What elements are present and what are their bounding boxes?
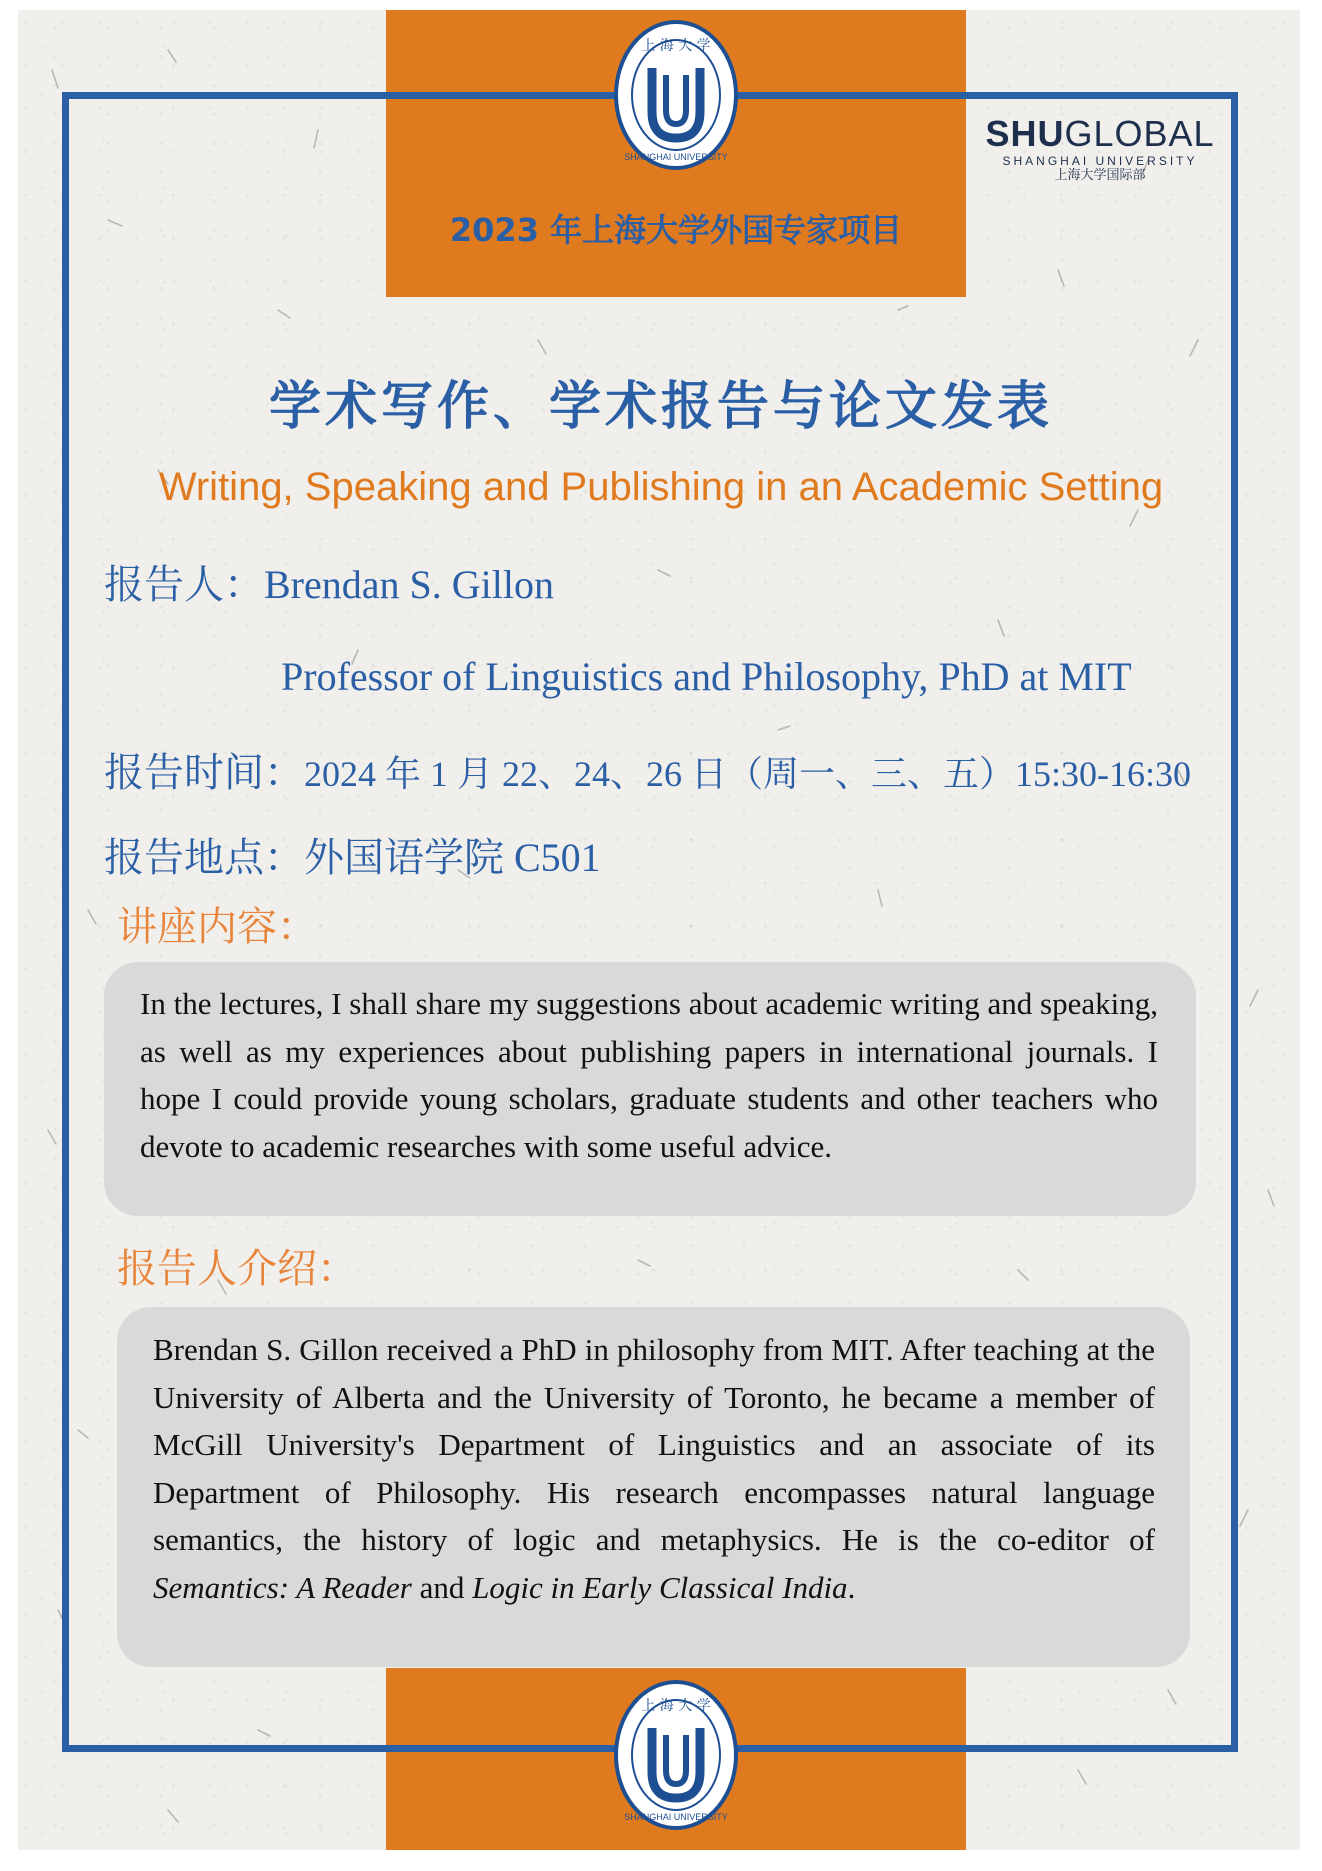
content-heading: 讲座内容： bbox=[117, 904, 317, 950]
bio-heading: 报告人介绍： bbox=[117, 1246, 357, 1292]
brand-cn: 上海大学国际部 bbox=[1054, 168, 1146, 183]
speaker-name: Brendan S. Gillon bbox=[264, 562, 554, 607]
bio-box bbox=[117, 1307, 1190, 1667]
speaker-affiliation: Professor of Linguistics and Philosophy, PhD at MIT bbox=[281, 654, 1132, 699]
svg-text:上 海 大 学: 上 海 大 学 bbox=[641, 1698, 711, 1714]
location-label: 报告地点： bbox=[104, 835, 304, 881]
book-title-logic: Logic in Early Classical India bbox=[472, 1569, 848, 1605]
content-text: In the lectures, I shall share my suggestions about academic writing and speaking, as well as my experiences about publishing papers in international journals. I hope I could provide young scholars, graduate students and other teachers who devote to academic researches with some useful advice. bbox=[140, 986, 1158, 1164]
time-value: 2024 年 1 月 22、24、26 日（周一、三、五）15:30-16:30 bbox=[304, 754, 1191, 794]
location-value: 外国语学院 C501 bbox=[304, 835, 601, 880]
shu-global-logo bbox=[975, 114, 1225, 184]
lecture-title-en: Writing, Speaking and Publishing in an Academic Setting bbox=[158, 465, 1164, 509]
time-row bbox=[104, 745, 1191, 809]
brand-name: SHUGLOBAL bbox=[985, 113, 1215, 154]
bio-text: Brendan S. Gillon received a PhD in philosophy from MIT. After teaching at the University of Alberta and the University of Toronto, he became a member of McGill University's Department of Linguistics and an associate of its Department of Philosophy. His research encompasses natural language semantics, the history of logic and metaphysics. He is the co-editor of Semantics: A Reader and Logic in Early Classical India. bbox=[153, 1332, 1155, 1605]
speaker-row bbox=[104, 555, 554, 623]
time-label: 报告时间： bbox=[104, 750, 304, 796]
svg-text:SHANGHAI UNIVERSITY: SHANGHAI UNIVERSITY bbox=[624, 152, 728, 162]
book-title-semantics: Semantics: A Reader bbox=[153, 1569, 412, 1605]
brand-subtitle: SHANGHAI UNIVERSITY bbox=[1002, 154, 1198, 168]
shanghai-university-seal-logo-bottom bbox=[614, 1680, 738, 1830]
svg-text:上 海 大 学: 上 海 大 学 bbox=[641, 38, 711, 54]
svg-text:SHANGHAI UNIVERSITY: SHANGHAI UNIVERSITY bbox=[624, 1812, 728, 1822]
content-box bbox=[104, 962, 1196, 1216]
shanghai-university-seal-logo-top bbox=[614, 20, 738, 170]
project-title: 2023 年上海大学外国专家项目 bbox=[449, 211, 903, 249]
location-row bbox=[104, 830, 601, 894]
speaker-label: 报告人： bbox=[104, 562, 264, 608]
lecture-title-cn: 学术写作、学术报告与论文发表 bbox=[268, 377, 1053, 437]
